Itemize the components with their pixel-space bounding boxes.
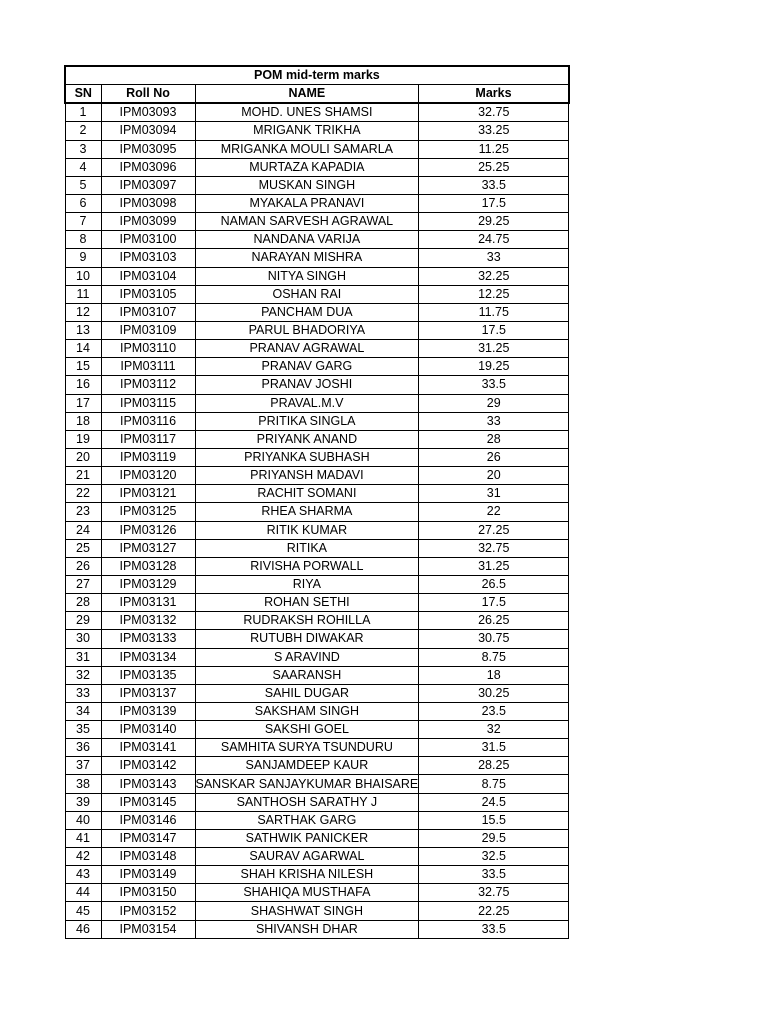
cell-marks: 33.5: [419, 376, 569, 394]
header-name: NAME: [195, 85, 419, 104]
cell-roll-no: IPM03148: [101, 848, 195, 866]
cell-sn: 20: [65, 448, 101, 466]
cell-marks: 32.75: [419, 103, 569, 122]
cell-sn: 19: [65, 430, 101, 448]
cell-roll-no: IPM03098: [101, 194, 195, 212]
cell-name: SHASHWAT SINGH: [195, 902, 419, 920]
cell-sn: 17: [65, 394, 101, 412]
cell-roll-no: IPM03129: [101, 575, 195, 593]
cell-marks: 31.25: [419, 340, 569, 358]
cell-name: NITYA SINGH: [195, 267, 419, 285]
cell-marks: 11.25: [419, 140, 569, 158]
cell-sn: 16: [65, 376, 101, 394]
cell-name: SARTHAK GARG: [195, 811, 419, 829]
cell-name: PRIYANK ANAND: [195, 430, 419, 448]
cell-sn: 32: [65, 666, 101, 684]
table-row: [65, 575, 569, 593]
cell-sn: 22: [65, 485, 101, 503]
cell-marks: 19.25: [419, 358, 569, 376]
cell-marks: 24.75: [419, 231, 569, 249]
cell-roll-no: IPM03093: [101, 103, 195, 122]
cell-name: SAKSHAM SINGH: [195, 702, 419, 720]
cell-roll-no: IPM03125: [101, 503, 195, 521]
cell-sn: 36: [65, 739, 101, 757]
cell-name: SATHWIK PANICKER: [195, 829, 419, 847]
table-row: [65, 902, 569, 920]
cell-name: SANTHOSH SARATHY J: [195, 793, 419, 811]
cell-sn: 45: [65, 902, 101, 920]
cell-marks: 32.75: [419, 884, 569, 902]
cell-name: RITIK KUMAR: [195, 521, 419, 539]
cell-sn: 4: [65, 158, 101, 176]
cell-roll-no: IPM03119: [101, 448, 195, 466]
table-row: [65, 103, 569, 122]
cell-roll-no: IPM03150: [101, 884, 195, 902]
cell-marks: 33.5: [419, 176, 569, 194]
table-row: [65, 412, 569, 430]
table-row: [65, 394, 569, 412]
cell-name: MRIGANK TRIKHA: [195, 122, 419, 140]
cell-name: PANCHAM DUA: [195, 303, 419, 321]
cell-name: SHAHIQA MUSTHAFA: [195, 884, 419, 902]
cell-roll-no: IPM03145: [101, 793, 195, 811]
cell-sn: 37: [65, 757, 101, 775]
cell-roll-no: IPM03115: [101, 394, 195, 412]
cell-marks: 12.25: [419, 285, 569, 303]
cell-sn: 30: [65, 630, 101, 648]
cell-marks: 29.25: [419, 213, 569, 231]
cell-roll-no: IPM03110: [101, 340, 195, 358]
table-row: [65, 811, 569, 829]
table-row: [65, 485, 569, 503]
table-row: [65, 267, 569, 285]
cell-marks: 33.5: [419, 920, 569, 938]
cell-name: PRAVAL.M.V: [195, 394, 419, 412]
table-row: [65, 884, 569, 902]
cell-name: RHEA SHARMA: [195, 503, 419, 521]
cell-roll-no: IPM03116: [101, 412, 195, 430]
table-row: [65, 430, 569, 448]
cell-marks: 28.25: [419, 757, 569, 775]
cell-marks: 33: [419, 412, 569, 430]
cell-marks: 29: [419, 394, 569, 412]
cell-marks: 32.5: [419, 848, 569, 866]
cell-name: PARUL BHADORIYA: [195, 321, 419, 339]
cell-name: SAKSHI GOEL: [195, 721, 419, 739]
table-row: [65, 666, 569, 684]
table-row: [65, 285, 569, 303]
cell-name: OSHAN RAI: [195, 285, 419, 303]
header-roll-no: Roll No: [101, 85, 195, 104]
cell-sn: 21: [65, 467, 101, 485]
cell-sn: 7: [65, 213, 101, 231]
table-row: [65, 303, 569, 321]
table-row: [65, 321, 569, 339]
cell-sn: 10: [65, 267, 101, 285]
cell-sn: 9: [65, 249, 101, 267]
cell-marks: 33: [419, 249, 569, 267]
cell-marks: 11.75: [419, 303, 569, 321]
cell-name: MURTAZA KAPADIA: [195, 158, 419, 176]
cell-sn: 38: [65, 775, 101, 793]
cell-marks: 26.25: [419, 612, 569, 630]
cell-sn: 26: [65, 557, 101, 575]
cell-name: MOHD. UNES SHAMSI: [195, 103, 419, 122]
cell-name: MRIGANKA MOULI SAMARLA: [195, 140, 419, 158]
table-row: [65, 684, 569, 702]
cell-roll-no: IPM03100: [101, 231, 195, 249]
cell-name: NARAYAN MISHRA: [195, 249, 419, 267]
table-row: [65, 376, 569, 394]
cell-roll-no: IPM03111: [101, 358, 195, 376]
cell-marks: 32.75: [419, 539, 569, 557]
cell-roll-no: IPM03121: [101, 485, 195, 503]
cell-sn: 24: [65, 521, 101, 539]
cell-marks: 24.5: [419, 793, 569, 811]
cell-sn: 8: [65, 231, 101, 249]
cell-roll-no: IPM03137: [101, 684, 195, 702]
cell-marks: 32: [419, 721, 569, 739]
cell-name: SHIVANSH DHAR: [195, 920, 419, 938]
cell-name: PRIYANKA SUBHASH: [195, 448, 419, 466]
cell-name: PRANAV AGRAWAL: [195, 340, 419, 358]
cell-marks: 28: [419, 430, 569, 448]
cell-roll-no: IPM03154: [101, 920, 195, 938]
table-row: [65, 358, 569, 376]
table-title: POM mid-term marks: [65, 66, 569, 85]
cell-name: NAMAN SARVESH AGRAWAL: [195, 213, 419, 231]
table-row: [65, 848, 569, 866]
cell-marks: 18: [419, 666, 569, 684]
table-row: [65, 612, 569, 630]
cell-marks: 22.25: [419, 902, 569, 920]
cell-roll-no: IPM03094: [101, 122, 195, 140]
cell-sn: 3: [65, 140, 101, 158]
cell-roll-no: IPM03095: [101, 140, 195, 158]
cell-roll-no: IPM03143: [101, 775, 195, 793]
cell-marks: 17.5: [419, 594, 569, 612]
cell-sn: 13: [65, 321, 101, 339]
cell-sn: 39: [65, 793, 101, 811]
cell-roll-no: IPM03152: [101, 902, 195, 920]
cell-roll-no: IPM03096: [101, 158, 195, 176]
cell-roll-no: IPM03149: [101, 866, 195, 884]
table-row: [65, 213, 569, 231]
cell-sn: 5: [65, 176, 101, 194]
table-row: [65, 829, 569, 847]
cell-roll-no: IPM03097: [101, 176, 195, 194]
cell-name: SAMHITA SURYA TSUNDURU: [195, 739, 419, 757]
table-row: [65, 739, 569, 757]
cell-marks: 15.5: [419, 811, 569, 829]
cell-name: RUDRAKSH ROHILLA: [195, 612, 419, 630]
cell-name: RIYA: [195, 575, 419, 593]
table-body: [65, 103, 569, 938]
cell-roll-no: IPM03132: [101, 612, 195, 630]
cell-roll-no: IPM03128: [101, 557, 195, 575]
cell-sn: 31: [65, 648, 101, 666]
table-row: [65, 557, 569, 575]
table-title-row: [65, 66, 569, 85]
cell-name: SAARANSH: [195, 666, 419, 684]
cell-roll-no: IPM03117: [101, 430, 195, 448]
cell-name: PRANAV GARG: [195, 358, 419, 376]
cell-sn: 23: [65, 503, 101, 521]
cell-name: PRANAV JOSHI: [195, 376, 419, 394]
header-marks: Marks: [419, 85, 569, 104]
cell-sn: 40: [65, 811, 101, 829]
cell-roll-no: IPM03142: [101, 757, 195, 775]
cell-marks: 33.25: [419, 122, 569, 140]
cell-name: SHAH KRISHA NILESH: [195, 866, 419, 884]
cell-name: SAURAV AGARWAL: [195, 848, 419, 866]
table-row: [65, 140, 569, 158]
cell-roll-no: IPM03135: [101, 666, 195, 684]
table-row: [65, 702, 569, 720]
cell-name: SAHIL DUGAR: [195, 684, 419, 702]
cell-sn: 29: [65, 612, 101, 630]
cell-marks: 31.25: [419, 557, 569, 575]
cell-roll-no: IPM03104: [101, 267, 195, 285]
table-row: [65, 594, 569, 612]
marks-table: [64, 65, 570, 939]
table-row: [65, 158, 569, 176]
cell-marks: 8.75: [419, 775, 569, 793]
cell-marks: 26.5: [419, 575, 569, 593]
cell-roll-no: IPM03131: [101, 594, 195, 612]
cell-marks: 20: [419, 467, 569, 485]
cell-sn: 6: [65, 194, 101, 212]
cell-roll-no: IPM03120: [101, 467, 195, 485]
cell-name: S ARAVIND: [195, 648, 419, 666]
cell-roll-no: IPM03107: [101, 303, 195, 321]
cell-marks: 22: [419, 503, 569, 521]
table-row: [65, 340, 569, 358]
cell-roll-no: IPM03099: [101, 213, 195, 231]
cell-sn: 15: [65, 358, 101, 376]
table-row: [65, 648, 569, 666]
cell-sn: 27: [65, 575, 101, 593]
table-row: [65, 630, 569, 648]
cell-sn: 43: [65, 866, 101, 884]
cell-sn: 46: [65, 920, 101, 938]
cell-marks: 32.25: [419, 267, 569, 285]
cell-marks: 31.5: [419, 739, 569, 757]
cell-name: MYAKALA PRANAVI: [195, 194, 419, 212]
table-row: [65, 249, 569, 267]
table-row: [65, 231, 569, 249]
header-sn: SN: [65, 85, 101, 104]
cell-roll-no: IPM03140: [101, 721, 195, 739]
cell-name: SANSKAR SANJAYKUMAR BHAISARE: [195, 775, 419, 793]
cell-sn: 42: [65, 848, 101, 866]
cell-sn: 11: [65, 285, 101, 303]
cell-name: NANDANA VARIJA: [195, 231, 419, 249]
cell-name: RITIKA: [195, 539, 419, 557]
cell-marks: 17.5: [419, 194, 569, 212]
cell-name: MUSKAN SINGH: [195, 176, 419, 194]
cell-sn: 1: [65, 103, 101, 122]
table-row: [65, 521, 569, 539]
table-row: [65, 503, 569, 521]
cell-sn: 25: [65, 539, 101, 557]
table-row: [65, 757, 569, 775]
cell-sn: 44: [65, 884, 101, 902]
cell-roll-no: IPM03112: [101, 376, 195, 394]
cell-sn: 12: [65, 303, 101, 321]
cell-marks: 8.75: [419, 648, 569, 666]
cell-sn: 14: [65, 340, 101, 358]
table-row: [65, 721, 569, 739]
cell-roll-no: IPM03103: [101, 249, 195, 267]
cell-roll-no: IPM03146: [101, 811, 195, 829]
cell-roll-no: IPM03127: [101, 539, 195, 557]
table-row: [65, 467, 569, 485]
cell-marks: 17.5: [419, 321, 569, 339]
cell-marks: 27.25: [419, 521, 569, 539]
cell-roll-no: IPM03105: [101, 285, 195, 303]
cell-marks: 26: [419, 448, 569, 466]
cell-sn: 33: [65, 684, 101, 702]
cell-marks: 29.5: [419, 829, 569, 847]
table-row: [65, 920, 569, 938]
cell-sn: 18: [65, 412, 101, 430]
cell-name: RIVISHA PORWALL: [195, 557, 419, 575]
cell-marks: 33.5: [419, 866, 569, 884]
cell-sn: 28: [65, 594, 101, 612]
table-row: [65, 122, 569, 140]
cell-name: ROHAN SETHI: [195, 594, 419, 612]
table-row: [65, 539, 569, 557]
table-row: [65, 448, 569, 466]
table-row: [65, 176, 569, 194]
cell-name: RACHIT SOMANI: [195, 485, 419, 503]
cell-marks: 23.5: [419, 702, 569, 720]
cell-marks: 25.25: [419, 158, 569, 176]
cell-name: RUTUBH DIWAKAR: [195, 630, 419, 648]
table-header-row: [65, 85, 569, 104]
cell-sn: 34: [65, 702, 101, 720]
cell-name: PRITIKA SINGLA: [195, 412, 419, 430]
cell-sn: 35: [65, 721, 101, 739]
cell-marks: 30.75: [419, 630, 569, 648]
cell-roll-no: IPM03141: [101, 739, 195, 757]
table-row: [65, 775, 569, 793]
table-row: [65, 194, 569, 212]
cell-roll-no: IPM03133: [101, 630, 195, 648]
cell-name: PRIYANSH MADAVI: [195, 467, 419, 485]
table-row: [65, 866, 569, 884]
cell-roll-no: IPM03139: [101, 702, 195, 720]
cell-marks: 30.25: [419, 684, 569, 702]
cell-sn: 41: [65, 829, 101, 847]
cell-marks: 31: [419, 485, 569, 503]
cell-roll-no: IPM03109: [101, 321, 195, 339]
cell-sn: 2: [65, 122, 101, 140]
table-row: [65, 793, 569, 811]
cell-roll-no: IPM03134: [101, 648, 195, 666]
cell-name: SANJAMDEEP KAUR: [195, 757, 419, 775]
cell-roll-no: IPM03147: [101, 829, 195, 847]
cell-roll-no: IPM03126: [101, 521, 195, 539]
